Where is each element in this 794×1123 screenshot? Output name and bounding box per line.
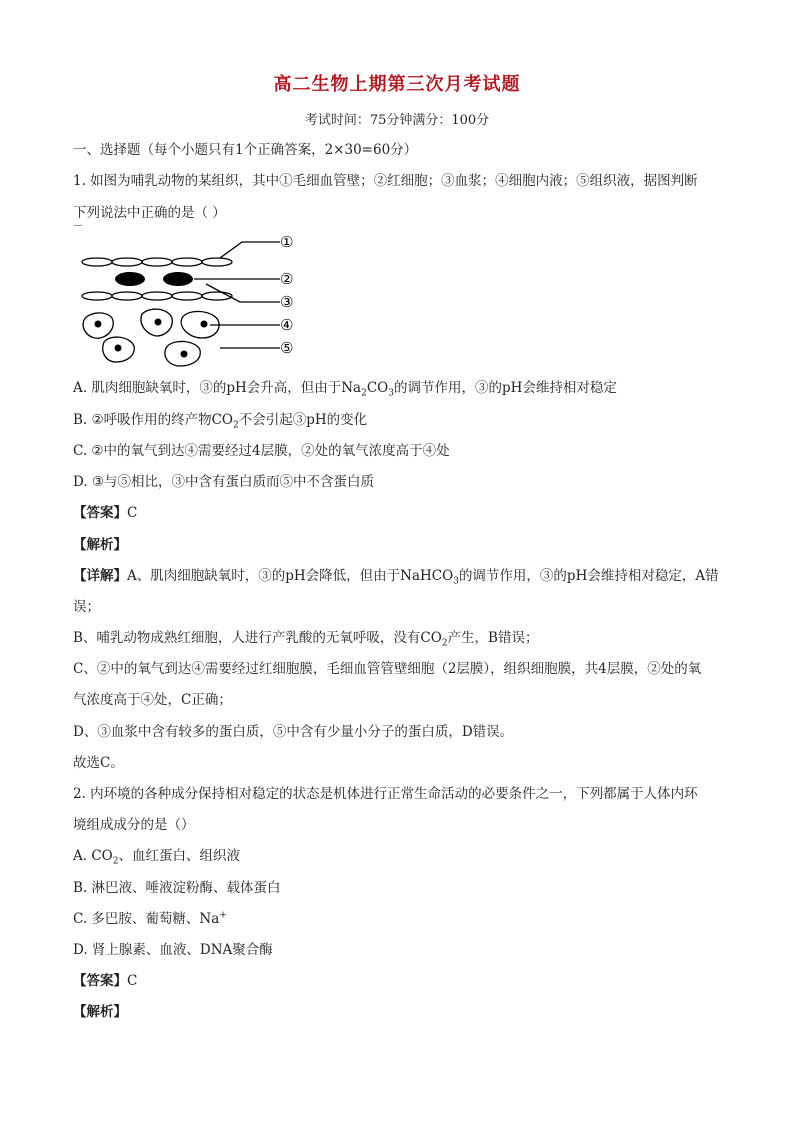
- q1-explanation-c: C、②中的氧气到达④需要经过红细胞膜，毛细血管管壁细胞（2层膜），组织细胞膜，共4层膜，②处的氧: [73, 661, 702, 677]
- q1-option-a: A. 肌肉细胞缺氧时，③的pH会升高，但由于$Na_2CO_3$的调节作用，③的pH会维持相对稳定: [73, 380, 617, 399]
- q2-option-c: C. 多巴胺、葡萄糖、Na+: [73, 910, 227, 927]
- q1-stem-line2: 下列说法中正确的是（ ）: [73, 205, 226, 221]
- q1-stem-line1: 1. 如图为哺乳动物的某组织，其中①毛细血管壁；②红细胞；③血浆；④细胞内液；⑤组织液，据图判断: [73, 173, 698, 189]
- q1-explanation-a: 【详解】A、肌肉细胞缺氧时，③的pH会降低，但由于NaHCO$_3$的调节作用，③的pH会维持相对稳定，A错: [73, 568, 719, 587]
- label-intracellular-fluid: ④: [280, 316, 294, 334]
- q2-stem-line2: 境组成成分的是（）: [73, 817, 195, 833]
- q1-option-d: D. ③与⑤相比，③中含有蛋白质而⑤中不含蛋白质: [73, 474, 375, 490]
- q1-option-b: B. ②呼吸作用的终产物$CO_2$不会引起③pH的变化: [73, 412, 368, 431]
- q1-explanation-c-cont: 气浓度高于④处，C正确；: [73, 692, 232, 708]
- q2-stem-line1: 2. 内环境的各种成分保持相对稳定的状态是机体进行正常生命活动的必要条件之一，下列都属于人体内环: [73, 786, 698, 802]
- q1-explanation-d: D、③血浆中含有较多的蛋白质，⑤中含有少量小分子的蛋白质，D错误。: [73, 724, 514, 740]
- q2-analysis-label: 【解析】: [73, 1004, 127, 1020]
- label-red-cell: ②: [280, 270, 294, 288]
- label-tissue-fluid: ⑤: [280, 339, 294, 357]
- tissue-diagram: [70, 222, 310, 372]
- section-heading: 一、选择题（每个小题只有1个正确答案，2×30=60分）: [73, 142, 418, 158]
- exam-time-info: 考试时间：75分钟满分：100分: [304, 113, 490, 128]
- q2-answer: 【答案】C: [73, 973, 138, 989]
- q1-analysis-label: 【解析】: [73, 537, 127, 553]
- label-capillary-wall: ①: [280, 233, 294, 251]
- label-plasma: ③: [280, 293, 294, 311]
- q1-explanation-b: B、哺乳动物成熟红细胞，人进行产乳酸的无氧呼吸，没有$CO_2$产生，B错误；: [73, 630, 539, 649]
- q1-explanation-a-cont: 误；: [73, 599, 100, 615]
- q1-conclusion: 故选C。: [73, 755, 124, 771]
- q1-answer: 【答案】C: [73, 505, 138, 521]
- q2-option-d: D. 肾上腺素、血液、DNA聚合酶: [73, 942, 273, 958]
- q2-option-a: A. $CO_2$、血红蛋白、组织液: [73, 848, 240, 867]
- q1-option-c: C. ②中的氧气到达④需要经过4层膜，②处的氧气浓度高于④处: [73, 443, 450, 459]
- q2-option-b: B. 淋巴液、唾液淀粉酶、载体蛋白: [73, 880, 281, 896]
- page-title: 高二生物上期第三次月考试题: [273, 74, 521, 95]
